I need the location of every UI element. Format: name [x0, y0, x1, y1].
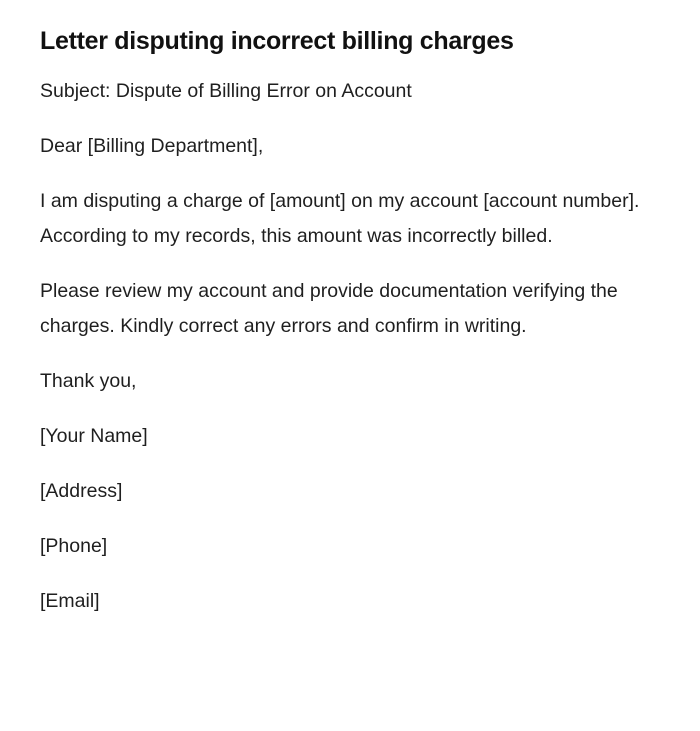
letter-title: Letter disputing incorrect billing charges — [40, 27, 514, 55]
letter-closing: Thank you, — [40, 370, 137, 392]
signature-email: [Email] — [40, 590, 100, 612]
letter-paragraph-2: Please review my account and provide documentation verifying the charges. Kindly correct any errors and confirm in writing. — [40, 280, 618, 337]
letter-paragraph-1: I am disputing a charge of [amount] on my account [account number]. According to my records, this amount was incorrectly billed. — [40, 190, 640, 247]
letter-salutation: Dear [Billing Department], — [40, 135, 264, 157]
letter-subject: Subject: Dispute of Billing Error on Account — [40, 80, 412, 102]
signature-address: [Address] — [40, 480, 123, 502]
signature-phone: [Phone] — [40, 535, 108, 557]
signature-name: [Your Name] — [40, 425, 148, 447]
